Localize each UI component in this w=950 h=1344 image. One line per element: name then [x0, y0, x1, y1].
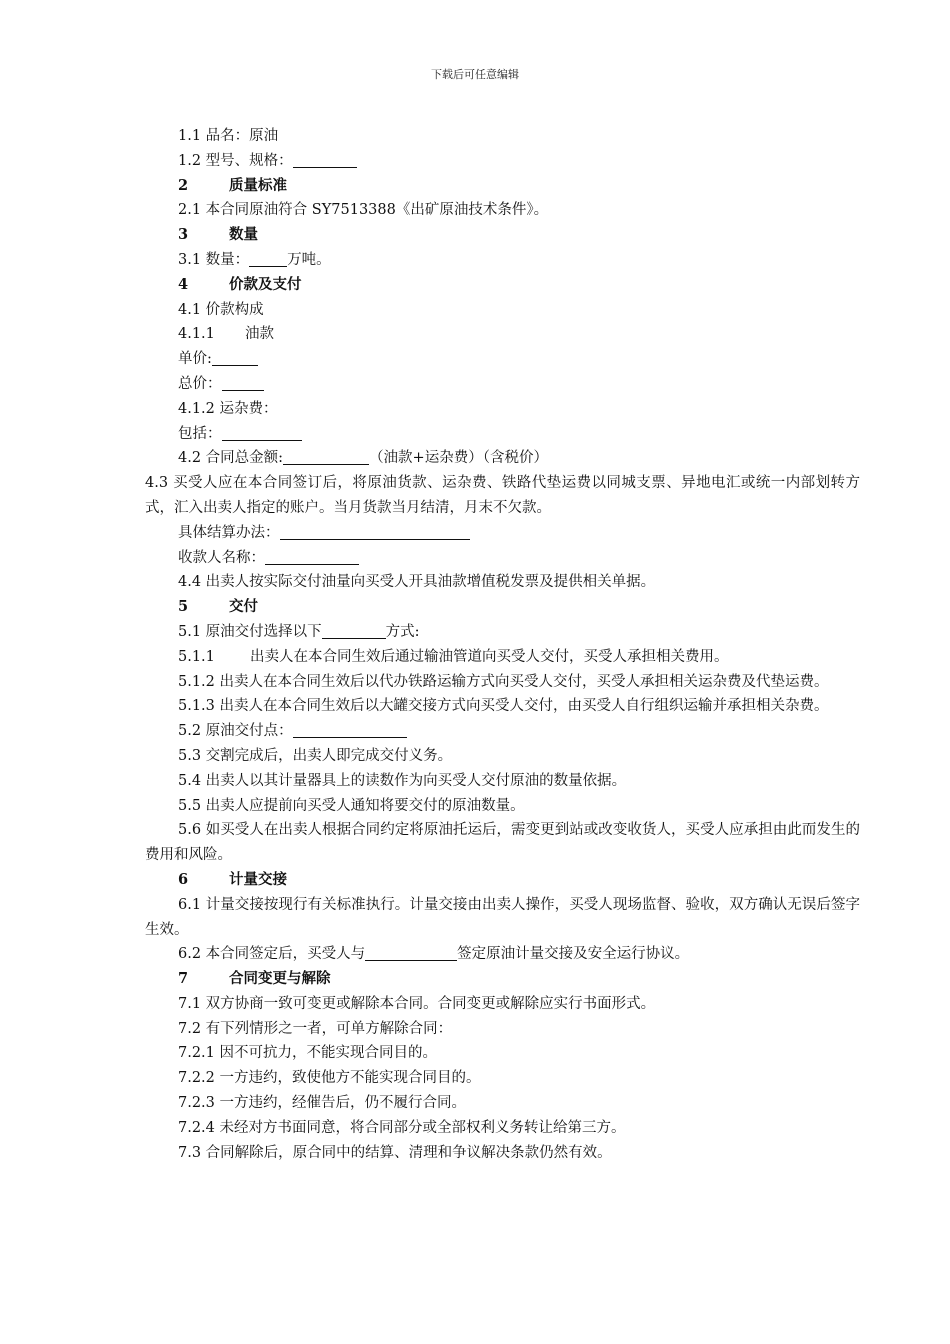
clause-2-1: 2.1 本合同原油符合 SY7513388《出矿原油技术条件》。 — [178, 202, 549, 219]
clause-4-1-2: 4.1.2 运杂费： — [178, 400, 278, 417]
clause-7-1: 7.1 双方协商一致可变更或解除本合同。合同变更或解除应实行书面形式。 — [178, 995, 656, 1012]
clause-6-2: 6.2 本合同签定后，买受人与 签定原油计量交接及安全运行协议。 — [178, 946, 690, 963]
include-line: 包括： — [145, 422, 860, 447]
clause-5-5: 5.5 出卖人应提前向买受人通知将要交付的原油数量。 — [178, 797, 525, 814]
blank-field — [265, 549, 359, 565]
clause-5-1-2: 5.1.2 出卖人在本合同生效后以代办铁路运输方式向买受人交付，买受人承担相关运杂费及代垫运费。 — [178, 673, 829, 690]
clause-5-6: 5.6 如买受人在出卖人根据合同约定将原油托运后，需变更到站或改变收货人，买受人应承担由此而发生的费用和风险。 — [145, 822, 860, 864]
blank-field — [293, 722, 407, 738]
clause-5-1: 5.1 原油交付选择以下 方式: — [178, 623, 420, 640]
clause-7-2-3: 7.2.3 一方违约，经催告后，仍不履行合同。 — [178, 1095, 467, 1112]
clause-4-2: 4.2 合同总金额: （油款+运杂费）（含税价） — [178, 450, 548, 467]
clause-5-1-3: 5.1.3 出卖人在本合同生效后以大罐交接方式向买受人交付，由买受人自行组织运输并承担相关杂费。 — [178, 698, 829, 715]
blank-field — [222, 425, 302, 441]
clause-3-1: 3.1 数量： 万吨。 — [178, 251, 331, 268]
clause-4-1-1: 4.1.1 油款 — [178, 326, 274, 343]
payee-name: 收款人名称： — [145, 546, 860, 571]
section-5-heading: 5 交付 — [178, 598, 258, 616]
clause-1-1: 1.1 品名：原油 — [178, 128, 279, 144]
blank-field — [222, 375, 264, 391]
clause-5-3: 5.3 交割完成后，出卖人即完成交付义务。 — [178, 747, 453, 764]
total-price: 总价： — [145, 372, 860, 397]
contract-body — [145, 124, 860, 1165]
unit-price: 单价: — [145, 347, 860, 372]
section-6-heading: 6 计量交接 — [178, 870, 287, 888]
clause-4-1: 4.1 价款构成 — [178, 301, 264, 318]
page-header-note: 下载后可任意编辑 — [431, 68, 519, 81]
blank-field — [249, 251, 287, 267]
blank-field — [293, 152, 357, 168]
section-7-heading: 7 合同变更与解除 — [178, 970, 331, 988]
blank-field — [322, 623, 386, 639]
blank-field — [212, 350, 258, 366]
blank-field — [283, 449, 369, 465]
blank-field — [365, 945, 457, 961]
clause-7-2: 7.2 有下列情形之一者，可单方解除合同： — [178, 1020, 453, 1037]
clause-4-3: 4.3 买受人应在本合同签订后，将原油货款、运杂费、铁路代垫运费以同城支票、异地电汇或统一内部划转方式，汇入出卖人指定的账户。当月货款当月结清，月末不欠款。 — [145, 475, 860, 516]
clause-5-1-1: 5.1.1 出卖人在本合同生效后通过输油管道向买受人交付，买受人承担相关费用。 — [178, 648, 729, 665]
section-3-heading: 3 数量 — [178, 226, 258, 244]
clause-6-1: 6.1 计量交接按现行有关标准执行。计量交接由出卖人操作，买受人现场监督、验收，双方确认无误后签字生效。 — [145, 896, 860, 938]
section-4-heading: 4 价款及支付 — [178, 275, 302, 293]
clause-7-2-4: 7.2.4 未经对方书面同意，将合同部分或全部权利义务转让给第三方。 — [178, 1119, 626, 1136]
clause-7-2-1: 7.2.1 因不可抗力，不能实现合同目的。 — [178, 1045, 438, 1062]
section-2-heading: 2 质量标准 — [178, 176, 287, 194]
settlement-method: 具体结算办法： — [145, 521, 860, 546]
clause-7-3: 7.3 合同解除后，原合同中的结算、清理和争议解决条款仍然有效。 — [178, 1144, 612, 1161]
clause-5-2: 5.2 原油交付点： — [145, 719, 860, 744]
clause-1-2: 1.2 型号、规格： — [145, 149, 860, 174]
blank-field — [280, 524, 470, 540]
clause-7-2-2: 7.2.2 一方违约，致使他方不能实现合同目的。 — [178, 1070, 481, 1087]
clause-5-4: 5.4 出卖人以其计量器具上的读数作为向买受人交付原油的数量依据。 — [178, 772, 627, 789]
clause-4-4: 4.4 出卖人按实际交付油量向买受人开具油款增值税发票及提供相关单据。 — [178, 574, 656, 591]
